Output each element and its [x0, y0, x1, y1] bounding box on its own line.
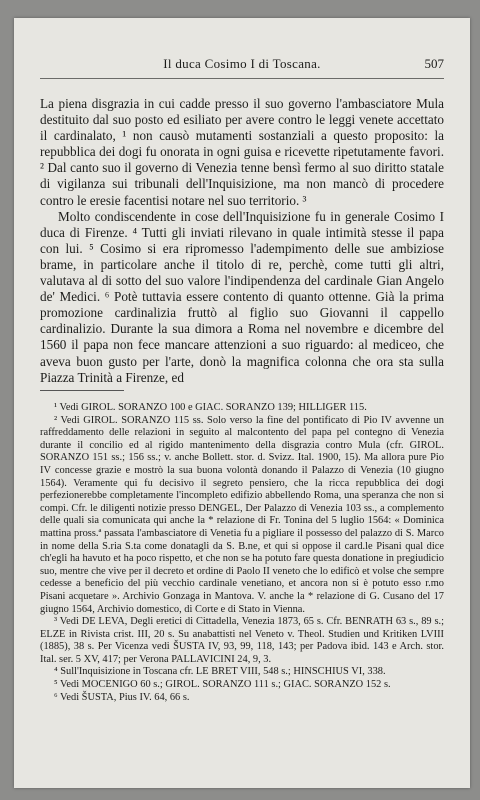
- footnote-3: ³ Vedi DE LEVA, Degli eretici di Cittadella, Venezia 1873, 65 s. Cfr. BENRATH 63 s., 89 s.; ELZE in Rivista crist. III, 20 s. Su anabattisti nel Veneto v. Theol. Studien und Kritiken LVIII (1885), 38 s. Per Vicenza vedi ŠUSTA IV, 93, 99, 118, 143; per Padova ibid. 143 e Arch. stor. Ital. ser. 5 XV, 417; per Verona PALLAVICINI 24, 9, 3.: [40, 616, 444, 665]
- running-title: Il duca Cosimo I di Toscana.: [163, 56, 321, 71]
- footnote-4: ⁴ Sull'Inquisizione in Toscana cfr. LE BRET VIII, 548 s.; HINSCHIUS VI, 338.: [54, 666, 386, 678]
- page-number: 507: [424, 56, 444, 71]
- header-rule: [40, 78, 444, 79]
- footnote-rule: [40, 390, 124, 391]
- body-paragraph-1: La piena disgrazia in cui cadde presso il suo governo l'ambasciatore Mula destituito dal suo posto ed esiliato per avere contro le leggi venete accettato il cardinalato, ¹ non causò mutamenti sostanziali a questo proposito: la repubblica dei dogi fu onorata in ogni guisa e ricevette ripetutamente favori. ² Dal canto suo il governo di Venezia tenne bensì fermo al suo diritto statale di vigilanza sui tribunali dell'Inquisizione, ma non mancò di procedere contro le eresie facentisi notare nel suo territorio. ³: [40, 96, 444, 208]
- running-head: [40, 56, 444, 76]
- footnote-1: ¹ Vedi GIROL. SORANZO 100 e GIAC. SORANZO 139; HILLIGER 115.: [54, 402, 367, 413]
- footnote-5: ⁵ Vedi MOCENIGO 60 s.; GIROL. SORANZO 111 s.; GIAC. SORANZO 152 s.: [54, 679, 391, 691]
- body-text: [40, 96, 444, 386]
- book-page: [14, 18, 470, 788]
- body-paragraph-2: Molto condiscendente in cose dell'Inquisizione fu in generale Cosimo I duca di Firenze. ⁴ Tutti gli inviati rilevano in quale intimità stesse il papa con lui. ⁵ Cosimo si era ripromesso l'adempimento delle sue ambiziose brame, in particolare anche il titolo di re, perchè, come tutti gli altri, valutava al di sotto del suo valore l'indipendenza del cardinale Gian Angelo de' Medici. ⁶ Potè tuttavia essere contento di quanto ottenne. Già la prima promozione cardinalizia fruttò al figlio suo Giovanni il cappello cardinalizio. Durante la sua dimora a Roma nel novembre e dicembre del 1560 il papa non fece mancare attenzioni a suo riguardo: al mediceo, che aveva buon gusto per l'arte, donò la magnifica colonna che ora sta sulla Piazza Trinità a Firenze, ed: [40, 208, 444, 385]
- footnote-2: ² Vedi GIROL. SORANZO 115 ss. Solo verso la fine del pontificato di Pio IV avvenne un raffreddamento delle relazioni in seguito al malcontento del papa pel contegno di Venezia durante il concilio ed al rigido mantenimento della disgrazia contro Mula (cfr. GIROL. SORANZO 151 ss.; 156 ss.; v. anche Bollett. stor. d. Svizz. Ital. 1900, 15). Ma allora pure Pio IV concesse grazie e mostrò la sua buona volontà donando il Palazzo di Venezia (10 giugno 1564). Veramente qui fu decisivo il segreto pensiero, che la ricca repubblica dei dogi perfezionerebbe completamente l'incompleto edifizio abbellendo Roma, una speranza che non si compì. Cfr. le diligenti notizie presso DENGEL, Der Palazzo di Venezia 103 ss., a complemento delle quali sia comunicata qui anche la * relazione di Fr. Tonina del 5 luglio 1564: « Dominica mattina pross.ª passata l'ambasciatore di Venetia fu a pigliare il possesso del palazzo di S. Marco in nome della S.ria S.ta come donatagli da S. B.ne, et qui si oppose il card.le Pisani qual dice ch'egli ha havuto et ha poco rispetto, et che non se ha potuto fare questa donatione in pregiudicio suo, mentre che vive per il decreto et ordine di Paolo II veneto che lo edificò et volse che sempre cedesse a beneficio del più vecchio cardinale venetiano, et ancora non si è potuto esso r.mo Pisani acquetare ». Archivio Gonzaga in Mantova. V. anche la * relazione di G. Cusano del 17 giugno 1564, Archivio domestico, di Corte e di Stato in Vienna.: [40, 414, 444, 615]
- footnote-6: ⁶ Vedi ŠUSTA, Pius IV. 64, 66 s.: [54, 691, 190, 703]
- footnotes: [40, 402, 444, 704]
